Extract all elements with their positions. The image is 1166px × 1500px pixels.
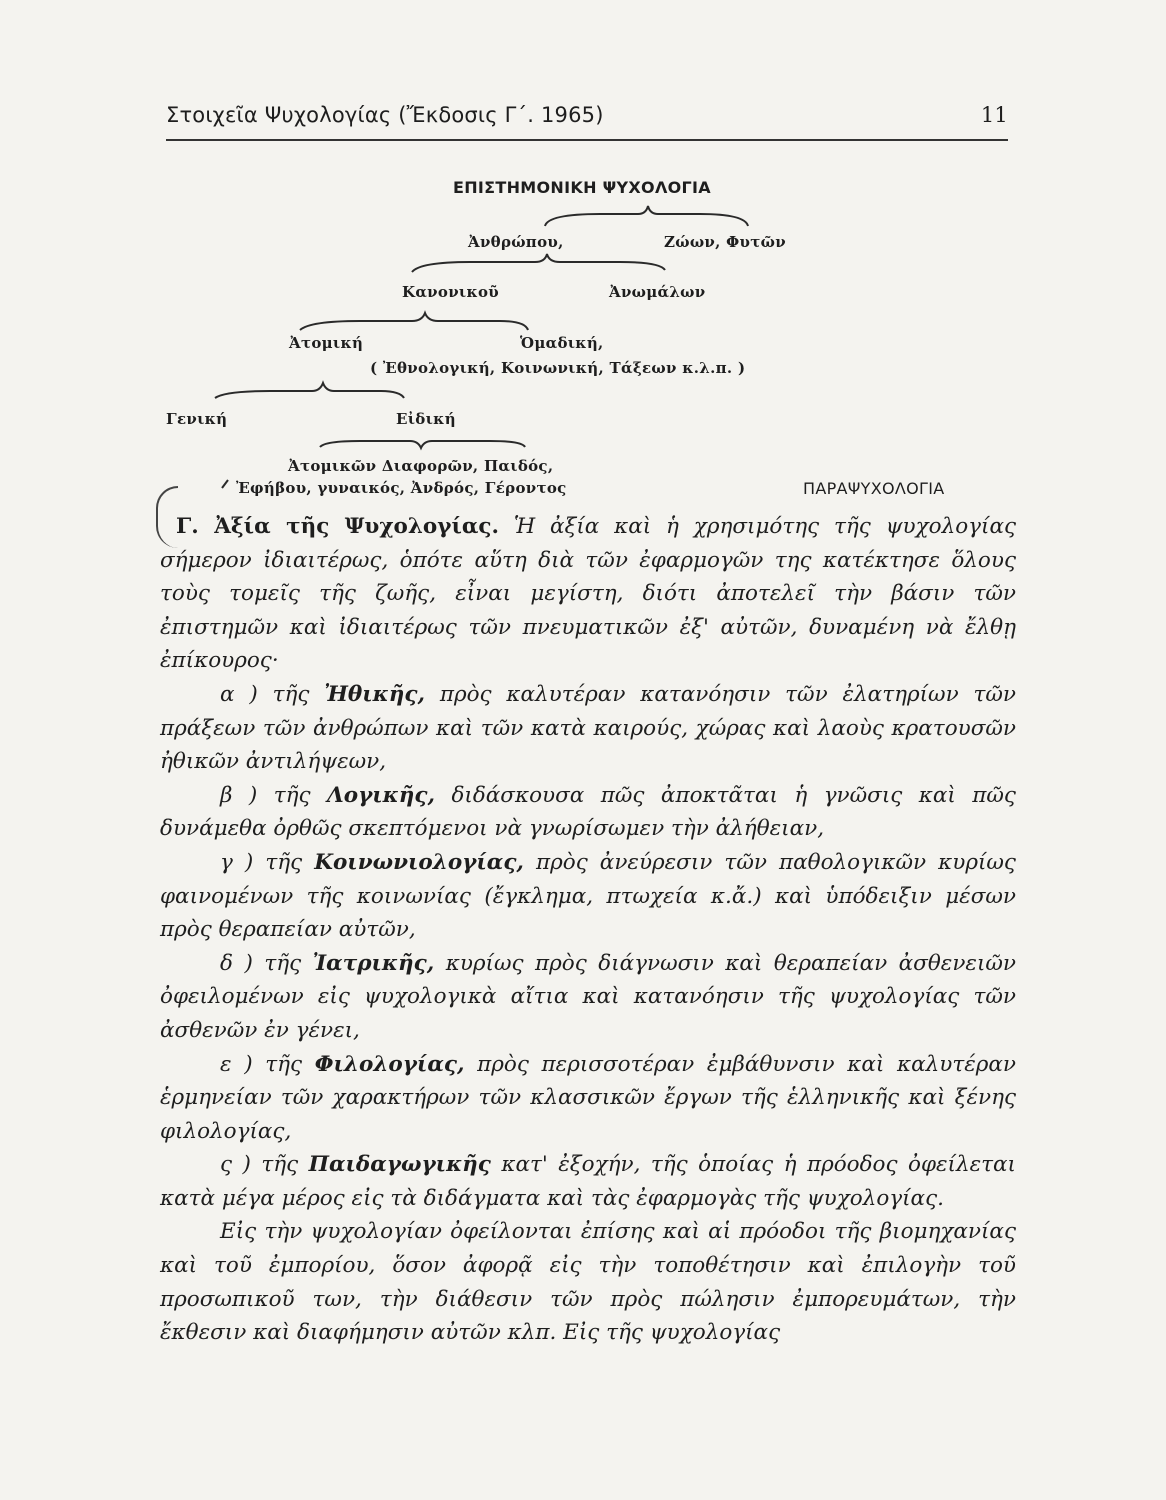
item-label: ε ) τῆς [220, 1051, 303, 1077]
item-text: διδάσκουσα πῶς ἀποκτᾶται ἡ γνῶσις καὶ πῶς δυνάμεθα ὀρθῶς σκεπτόμενοι νὰ γνωρίσωμεν τὴν ἀλήθειαν, [160, 782, 1016, 842]
diagram-normal: Κανονικοῦ [402, 283, 500, 301]
diagram-abnormal: Ἀνωμάλων [609, 283, 706, 301]
diagram-root: ΕΠΙΣΤΗΜΟΝΙΚΗ ΨΥΧΟΛΟΓΙΑ [453, 178, 711, 197]
list-item [160, 678, 1016, 779]
diagram-group-detail: ( Ἐθνολογική, Κοινωνική, Τάξεων κ.λ.π. ) [370, 359, 746, 377]
body-text [160, 510, 1016, 1350]
brace-special [320, 441, 525, 448]
diagram-special-detail-2: Ἐφήβου, γυναικός, Ἀνδρός, Γέροντος [236, 479, 567, 497]
intro-paragraph [160, 510, 1016, 678]
item-text: πρὸς ἀνεύρεσιν τῶν παθολογικῶν κυρίως φαινομένων τῆς κοινωνίας (ἔγκλημα, πτωχεία κ.ἄ.) καὶ ὑπόδειξιν μέσων πρὸς θεραπείαν αὐτῶν, [160, 849, 1016, 943]
list-item [160, 1048, 1016, 1149]
item-keyword: Παιδαγωγικῆς [308, 1152, 491, 1178]
page-number: 11 [980, 103, 1008, 127]
diagram-individual: Ἀτομική [289, 334, 364, 352]
diagram-special: Εἰδική [396, 410, 456, 428]
closing-paragraph: Εἰς τὴν ψυχολογίαν ὀφείλονται ἐπίσης καὶ αἱ πρόοδοι τῆς βιομηχανίας καὶ τοῦ ἐμπορίου, ὅσον ἀφορᾷ εἰς τὴν τοποθέτησιν καὶ ἐπιλογὴν τοῦ προσωπικοῦ των, τὴν διάθεσιν τῶν πρὸς πώλησιν ἐμπορευμάτων, τὴν ἔκθεσιν καὶ διαφήμησιν αὐτῶν κλπ. Εἰς τῆς ψυχολογίας [160, 1219, 1016, 1346]
diagram-group: Ὁμαδική, [520, 334, 604, 352]
list-item [160, 947, 1016, 1048]
item-keyword: Φιλολογίας, [314, 1051, 465, 1077]
brace-normal [300, 313, 528, 330]
list-item [160, 779, 1016, 846]
brace-individual [215, 383, 404, 398]
running-head-title: Στοιχεῖα Ψυχολογίας (Ἔκδοσις Γ΄. 1965) [166, 103, 604, 127]
item-label: ς ) τῆς [220, 1152, 299, 1178]
item-keyword: Κοινωνιολογίας, [314, 849, 524, 875]
item-label: α ) τῆς [220, 681, 310, 707]
connector-mark [222, 480, 228, 488]
list-item [160, 1148, 1016, 1215]
item-text: κυρίως πρὸς διάγνωσιν καὶ θεραπείαν ἀσθενειῶν ὀφειλομένων εἰς ψυχολογικὰ αἴτια καὶ κατανόησιν τῆς ψυχολογίας τῶν ἀσθενῶν ἐν γένει, [160, 950, 1016, 1043]
item-label: β ) τῆς [220, 782, 311, 808]
item-label: γ ) τῆς [220, 849, 303, 875]
item-keyword: Ἠθικῆς, [324, 681, 425, 707]
section-heading: Γ. Ἀξία τῆς Ψυχολογίας. [176, 514, 499, 539]
diagram-animals-plants: Ζώων, Φυτῶν [664, 233, 786, 251]
brace-root [545, 206, 748, 226]
classification-diagram [0, 0, 1166, 520]
item-text: κατ' ἐξοχήν, τῆς ὁποίας ἡ πρόοδος ὀφείλεται κατὰ μέγα μέρος εἰς τὰ διδάγματα καὶ τὰς ἐφαρμογὰς τῆς ψυχολογίας. [160, 1152, 1016, 1211]
diagram-general: Γενική [166, 410, 228, 428]
diagram-special-detail-1: Ἀτομικῶν Διαφορῶν, Παιδός, [288, 457, 554, 475]
list-item [160, 846, 1016, 947]
item-text: πρὸς καλυτέραν κατανόησιν τῶν ἐλατηρίων τῶν πράξεων τῶν ἀνθρώπων καὶ τῶν κατὰ καιρούς, χώρας καὶ λαοὺς κρατουσῶν ἠθικῶν ἀντιλήψεων, [160, 681, 1016, 775]
item-keyword: Ἰατρικῆς, [312, 950, 435, 976]
item-keyword: Λογικῆς, [327, 782, 435, 808]
diagram-parapsychology: ΠΑΡΑΨΥΧΟΛΟΓΙΑ [803, 479, 945, 498]
intro-text: Ἡ ἀξία καὶ ἡ χρησιμότης τῆς ψυχολογίας σήμερον ἰδιαιτέρως, ὁπότε αὕτη διὰ τῶν ἐφαρμογῶν της κατέκτησε ὅλους τοὺς τομεῖς τῆς ζωῆς, εἶναι μεγίστη, διότι ἀποτελεῖ τὴν βάσιν τῶν ἐπιστημῶν καὶ ἰδιαιτέρως τῶν πνευματικῶν ἐξ' αὐτῶν, δυναμένη νὰ ἔλθῃ ἐπίκουρος· [160, 514, 1017, 674]
diagram-human: Ἀνθρώπου, [468, 233, 564, 251]
item-text: πρὸς περισσοτέραν ἐμβάθυνσιν καὶ καλυτέραν ἑρμηνείαν τῶν χαρακτήρων τῶν κλασσικῶν ἔργων τῆς ἑλληνικῆς καὶ ξένης φιλολογίας, [160, 1051, 1016, 1144]
item-label: δ ) τῆς [220, 950, 302, 976]
brace-human [412, 254, 665, 272]
diagram-braces [0, 0, 1166, 520]
